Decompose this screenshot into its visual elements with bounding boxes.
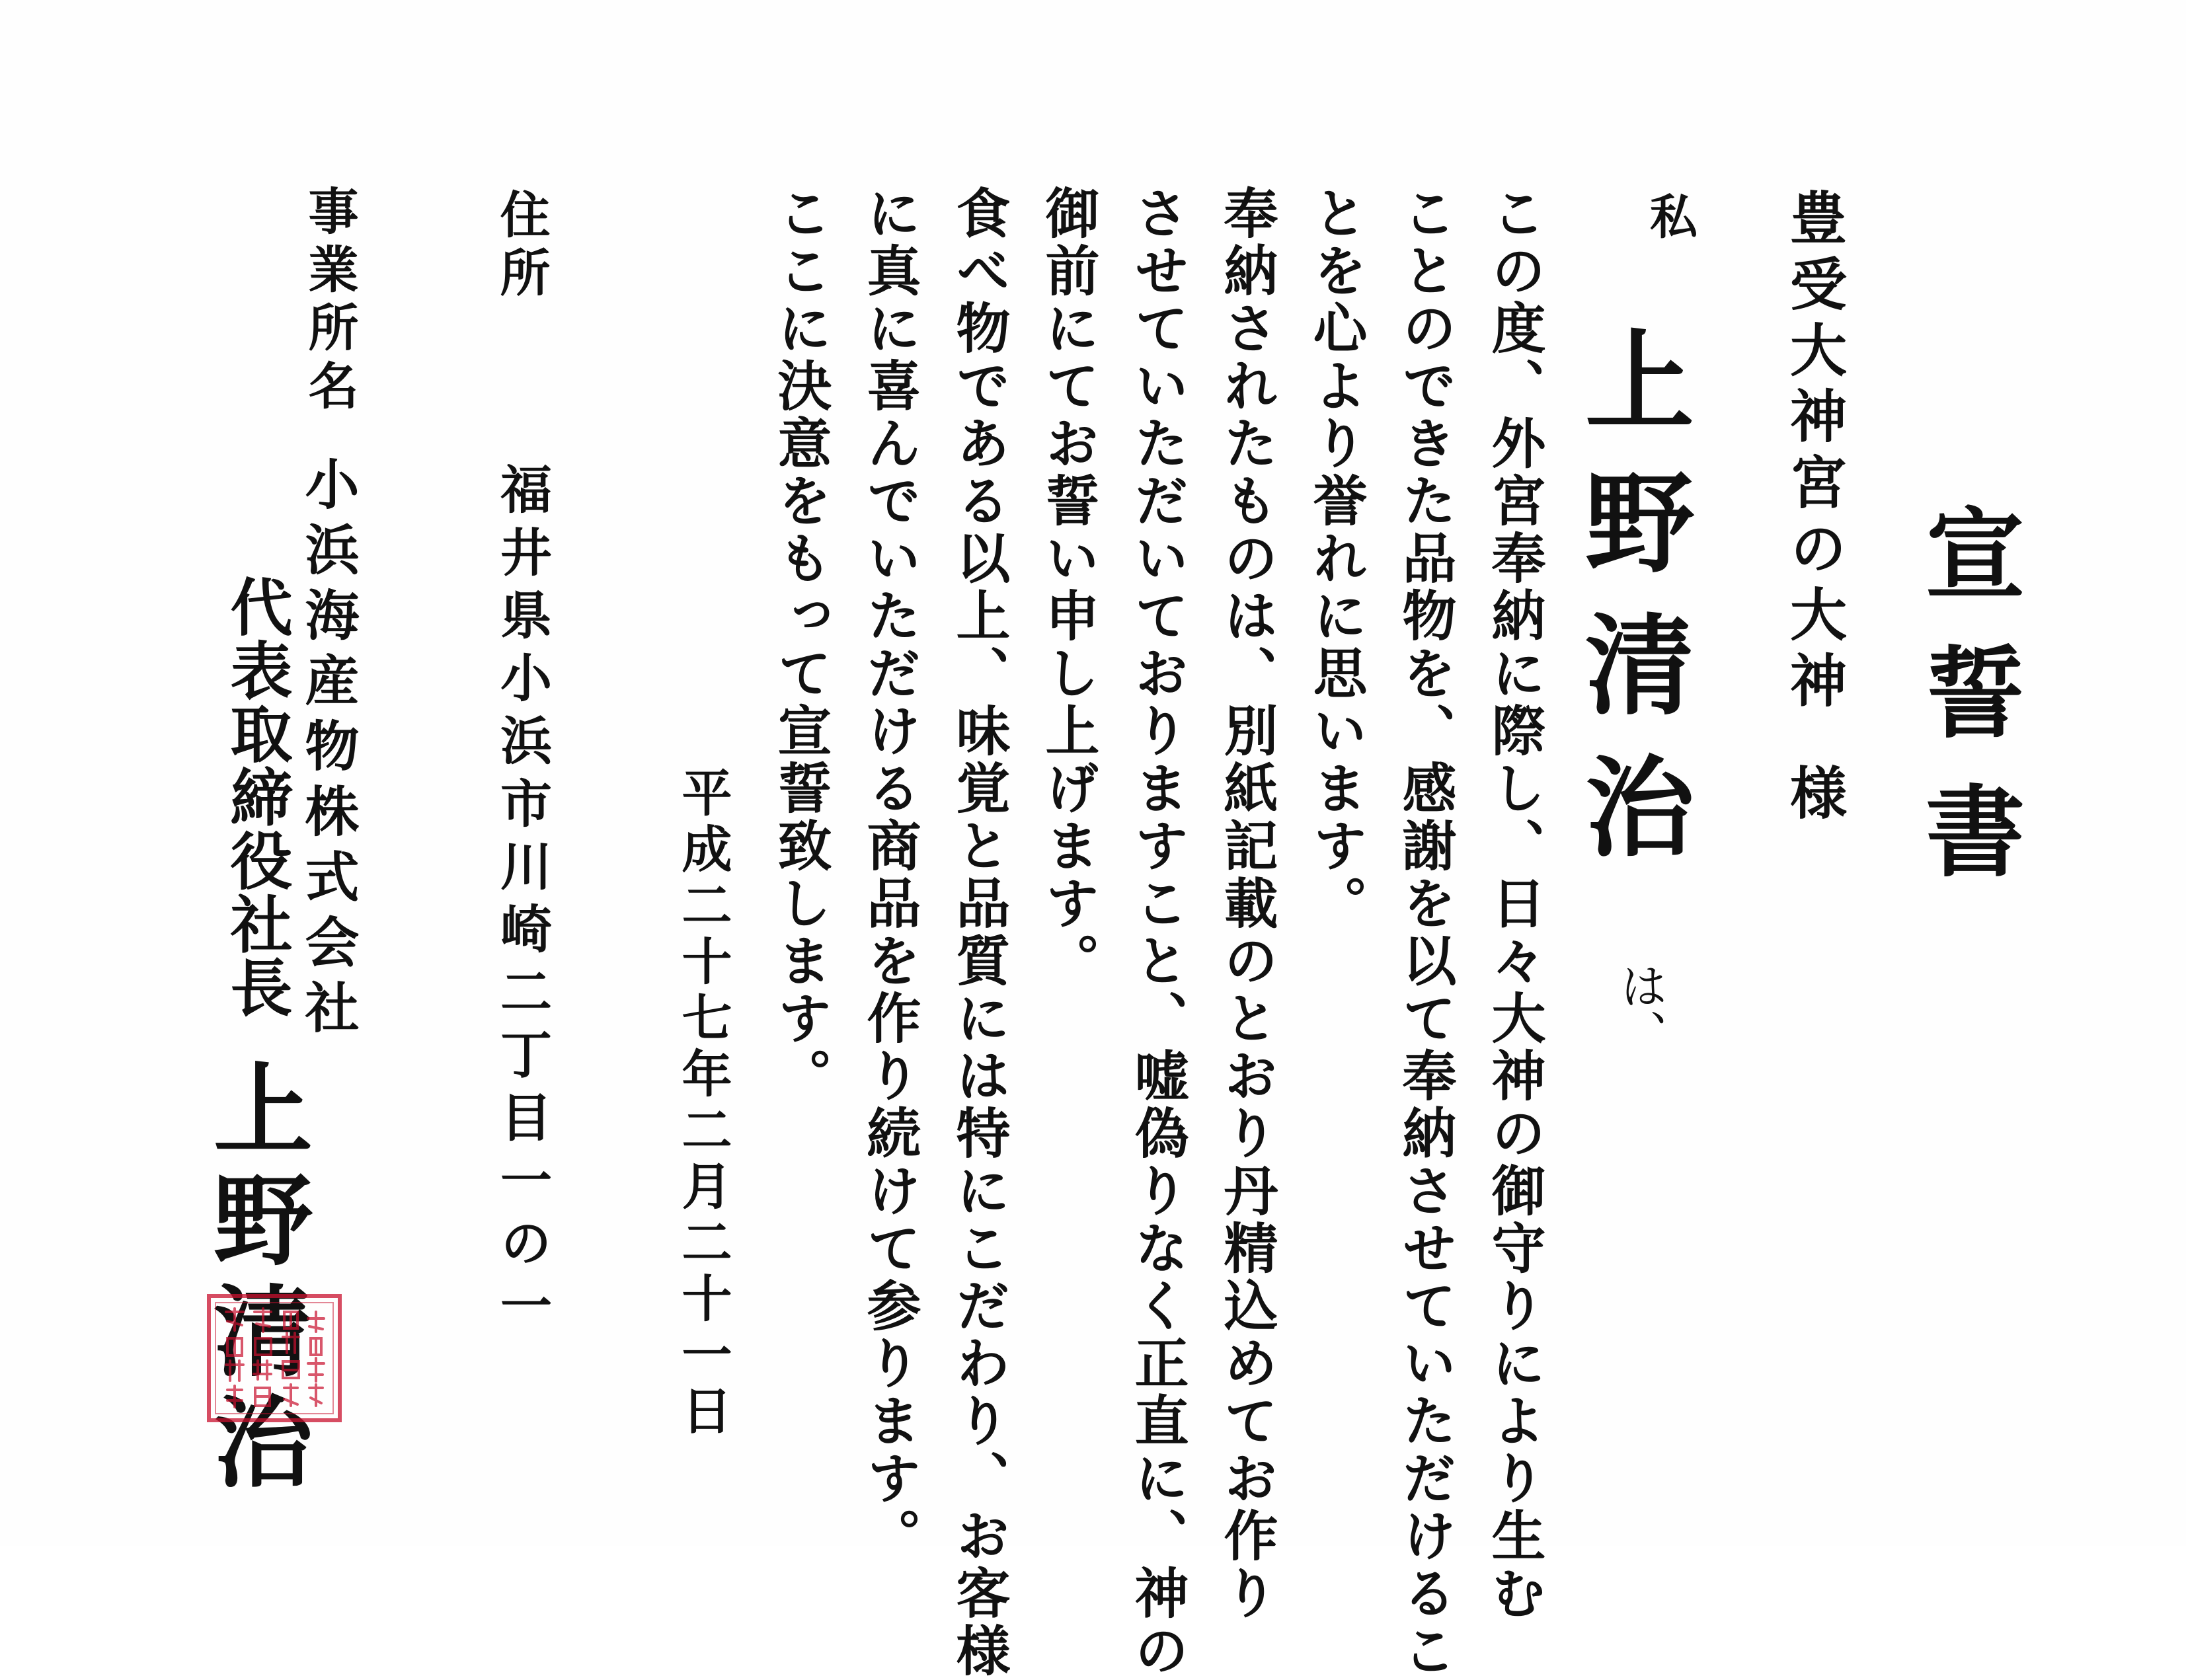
body-line: に真に喜んでいただける商品を作り続けて参ります。 bbox=[858, 185, 921, 1565]
company-seal-stamp bbox=[205, 1292, 344, 1424]
declarant-name: 上野清治 bbox=[1567, 324, 1696, 892]
addressee-line bbox=[1780, 188, 1847, 829]
body-line: とを心より誉れに思います。 bbox=[1304, 185, 1368, 933]
document-date: 平成二十七年二月二十一日 bbox=[674, 767, 732, 1441]
body-line: 御前にてお誓い申し上げます。 bbox=[1036, 185, 1100, 990]
document-title: 宣誓書 bbox=[1908, 502, 2025, 919]
body-line: ことのできた品物を、感謝を以て奉納させていただけるこ bbox=[1393, 185, 1457, 1680]
body-line: 奉納されたものは、別紙記載のとおり丹精込めてお作り bbox=[1215, 185, 1278, 1623]
body-line: させていただいておりますこと、嘘偽りなく正直に、神の bbox=[1126, 185, 1189, 1680]
body-line: この度、外宮奉納に際し、日々大神の御守りにより生む bbox=[1483, 185, 1546, 1623]
declarant-particle: は、 bbox=[1612, 962, 1668, 1057]
company-name: 小浜海産物株式会社 bbox=[296, 456, 360, 1045]
business-label: 事業所名 bbox=[300, 185, 359, 418]
body-line: 食べ物である以上、味覚と品質には特にこだわり、お客様 bbox=[947, 185, 1011, 1680]
declarant-pronoun: 私 bbox=[1642, 192, 1698, 239]
representative-title: 代表取締役社長 bbox=[219, 575, 292, 1019]
addressee-name: 豊受大神宮の大神 bbox=[1780, 188, 1847, 717]
address-label: 住所 bbox=[492, 188, 551, 305]
address-value: 福井県小浜市川崎二丁目一の一 bbox=[492, 463, 552, 1342]
addressee-honorific: 様 bbox=[1780, 763, 1847, 829]
body-line: ここに決意をもって宣誓致します。 bbox=[769, 185, 832, 1105]
representative-signature: 上野清治 bbox=[196, 1057, 313, 1502]
